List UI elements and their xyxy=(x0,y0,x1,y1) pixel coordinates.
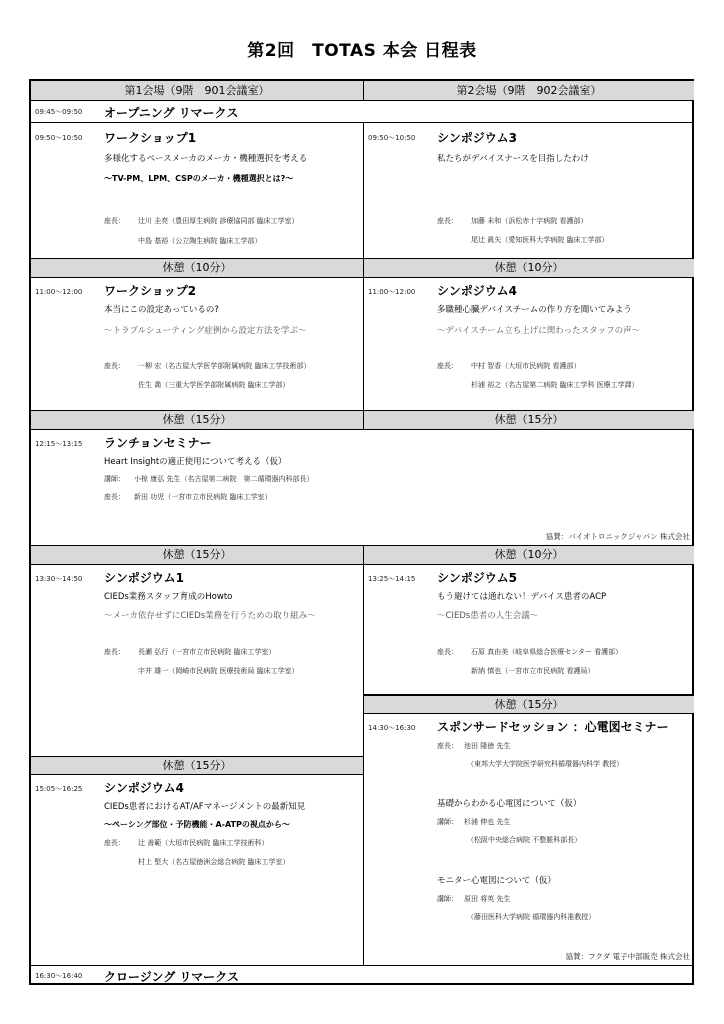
sponsor-text: 協賛：バイオトロニックジャパン 株式会社 xyxy=(545,532,690,541)
session-title: スポンサードセッション ：心電図セミナー xyxy=(437,720,669,734)
room1-header: 第1会場（9階 901会議室） xyxy=(31,81,364,101)
schedule-table xyxy=(29,79,694,985)
talk-title: モニター心電図について（仮） xyxy=(437,876,556,886)
session-theme: 多様化するペースメーカのメーカ・機種選択を考える xyxy=(104,154,308,164)
session-time: 11:00〜12:00 xyxy=(35,288,83,296)
session-theme: 本当にこの設定あっているの? xyxy=(104,305,219,315)
break-row: 休憩（15分） xyxy=(364,411,694,430)
lecturer-affiliation: （藤田医科大学病院 循環器内科准教授） xyxy=(467,913,596,921)
session-symposium4-pm xyxy=(31,775,364,966)
lecturer-affiliation: （松阪中央総合病院 不整脈科部長） xyxy=(467,836,582,844)
session-sponsored xyxy=(364,714,694,966)
chair-name: 新納 慎也（一宮市立市民病院 看護局） xyxy=(471,667,595,675)
session-title: シンポジウム5 xyxy=(437,571,517,585)
session-time: 09:50〜10:50 xyxy=(35,134,83,142)
session-title: シンポジウム4 xyxy=(437,284,517,298)
sponsor-text: 協賛：フクダ 電子中部販売 株式会社 xyxy=(565,952,690,961)
session-theme: 私たちがデバイスナースを目指したわけ xyxy=(437,154,589,164)
page-title: 第2回 TOTAS 本会 日程表 xyxy=(247,41,477,61)
chair-name: 長瀬 弘行（一宮市立市民病院 臨床工学室） xyxy=(138,648,276,656)
chair-name: 辻川 圭亮（豊田厚生病院 診療協同部 臨床工学室） xyxy=(138,217,299,225)
chair-label: 座長： xyxy=(104,493,125,501)
session-subtitle: 〜CIEDs患者の人生会議〜 xyxy=(437,611,539,621)
session-subtitle: 〜トラブルシューティング症例から設定方法を学ぶ〜 xyxy=(104,326,307,336)
session-subtitle: 〜ペーシング部位・予防機能・A-ATPの視点から〜 xyxy=(104,820,290,829)
chair-name: 中島 基裕（公立陶生病院 臨床工学部） xyxy=(138,237,262,245)
chair-name: 辻 善範（大垣市民病院 臨床工学技術科） xyxy=(138,839,269,847)
session-title: ワークショップ2 xyxy=(104,284,197,298)
opening-title: オープニング リマークス xyxy=(104,106,239,120)
chair-name: 加藤 未和（浜松赤十字病院 看護部） xyxy=(471,217,588,225)
session-title: ワークショップ1 xyxy=(104,131,197,145)
session-theme: 多職種心臓デバイスチームの作り方を聞いてみよう xyxy=(437,305,632,315)
session-symposium3 xyxy=(364,123,694,259)
lecturer-name: 杉浦 伸也 先生 xyxy=(464,818,511,826)
session-symposium1 xyxy=(31,565,364,756)
break-row: 休憩（15分） xyxy=(31,411,364,430)
chair-label: 座長： xyxy=(104,648,125,656)
opening-row xyxy=(31,101,694,123)
session-luncheon xyxy=(31,430,694,546)
session-time: 11:00〜12:00 xyxy=(368,288,416,296)
chair-name: 杉浦 裕之（名古屋第二病院 臨床工学科 医療工学課） xyxy=(471,381,639,389)
closing-row xyxy=(31,966,694,985)
chair-name: 石原 真由美（岐阜県総合医療センター 看護部） xyxy=(471,648,623,656)
chair-name: 尾辻 眞矢（愛知医科大学病院 臨床工学部） xyxy=(471,236,609,244)
break-row: 休憩（10分） xyxy=(364,546,694,565)
session-time: 12:15〜13:15 xyxy=(35,440,83,448)
break-row: 休憩（15分） xyxy=(31,546,364,565)
lecturer-label: 講師： xyxy=(437,895,458,903)
session-time: 15:05〜16:25 xyxy=(35,785,83,793)
chair-label: 座長： xyxy=(437,217,458,225)
lecturer-label: 講師： xyxy=(437,818,458,826)
chair-label: 座長： xyxy=(437,362,458,370)
chair-name: 池田 隆徳 先生 xyxy=(464,742,511,750)
lecturer-label: 講師： xyxy=(104,475,125,483)
break-row: 休憩（10分） xyxy=(364,259,694,278)
session-title: シンポジウム1 xyxy=(104,571,184,585)
session-subtitle: 〜TV-PM、LPM、CSPのメーカ・機種選択とは?〜 xyxy=(104,174,294,183)
session-theme: CIEDs業務スタッフ育成のHowto xyxy=(104,592,233,602)
session-time: 09:50〜10:50 xyxy=(368,134,416,142)
session-theme: CIEDs患者におけるAT/AFマネージメントの最新知見 xyxy=(104,802,306,812)
chair-label: 座長： xyxy=(104,217,125,225)
chair-name: 一柳 宏（名古屋大学医学部附属病院 臨床工学技術部） xyxy=(138,362,311,370)
break-row: 休憩（15分） xyxy=(31,756,364,775)
session-symposium5 xyxy=(364,565,694,695)
session-subtitle: 〜メーカ依存せずにCIEDs業務を行うための取り組み〜 xyxy=(104,611,316,621)
session-title: シンポジウム4 xyxy=(104,781,184,795)
chair-name: 村上 堅大（名古屋徳洲会総合病院 臨床工学室） xyxy=(138,858,290,866)
chair-name: 新田 功児（一宮市立市民病院 臨床工学室） xyxy=(134,493,272,501)
session-title: ランチョンセミナー xyxy=(104,436,212,450)
session-time: 13:30〜14:50 xyxy=(35,575,83,583)
chair-label: 座長： xyxy=(104,362,125,370)
chair-name: 佐生 喬（三重大学医学部附属病院 臨床工学部） xyxy=(138,381,290,389)
break-row: 休憩（10分） xyxy=(31,259,364,278)
session-workshop2 xyxy=(31,278,364,411)
closing-time: 16:30〜16:40 xyxy=(35,972,83,980)
session-title: シンポジウム3 xyxy=(437,131,517,145)
chair-name: 宇井 雄一（岡崎市民病院 医療技術局 臨床工学室） xyxy=(138,667,299,675)
session-theme: もう避けては通れない！デバイス患者のACP xyxy=(437,592,607,602)
session-symposium4-am xyxy=(364,278,694,411)
session-theme: Heart Insightの適正使用について考える（仮） xyxy=(104,457,287,467)
session-workshop1 xyxy=(31,123,364,259)
chair-label: 座長： xyxy=(104,839,125,847)
chair-name: 中村 智香（大垣市民病院 看護部） xyxy=(471,362,581,370)
break-row: 休憩（15分） xyxy=(364,695,694,714)
session-time: 13:25〜14:15 xyxy=(368,575,416,583)
room2-header: 第2会場（9階 902会議室） xyxy=(364,81,694,101)
opening-time: 09:45〜09:50 xyxy=(35,108,83,116)
chair-label: 座長： xyxy=(437,648,458,656)
talk-title: 基礎からわかる心電図について（仮） xyxy=(437,799,582,809)
lecturer-name: 原田 将英 先生 xyxy=(464,895,511,903)
session-time: 14:30〜16:30 xyxy=(368,724,416,732)
session-subtitle: 〜デバイスチーム立ち上げに関わったスタッフの声〜 xyxy=(437,326,641,336)
chair-label: 座長： xyxy=(437,742,458,750)
closing-title: クロージング リマークス xyxy=(104,970,240,984)
chair-affiliation: （東邦大学大学院医学研究科循環器内科学 教授） xyxy=(467,760,624,768)
lecturer-name: 小椋 康弘 先生（名古屋第二病院 第二循環器内科部長） xyxy=(134,475,314,483)
